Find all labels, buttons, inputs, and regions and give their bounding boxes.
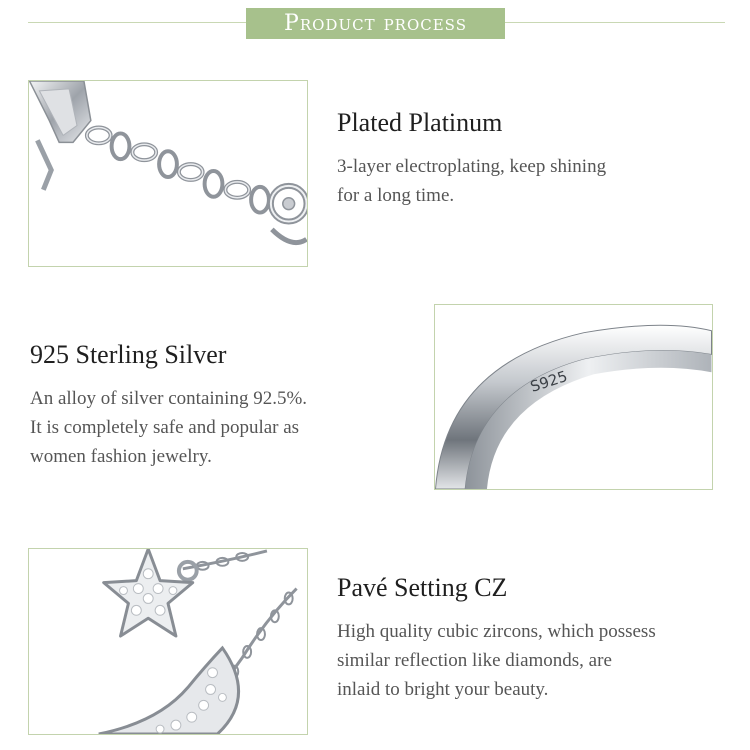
ring-engraving: S925 <box>528 368 570 396</box>
ring-illustration <box>435 305 712 489</box>
header-rule-right <box>505 22 725 23</box>
pave-setting-description: High quality cubic zircons, which possess similar reflection like diamonds, are inlaid to bright your beauty. <box>337 621 656 700</box>
section-header-label: Product process <box>284 11 467 36</box>
header-rule-left <box>28 22 246 23</box>
chain-closeup-photo <box>28 80 308 267</box>
section-header <box>246 8 505 39</box>
chain-illustration <box>29 81 307 266</box>
plated-platinum-title: Plated Platinum <box>337 108 503 137</box>
plated-platinum-description: 3-layer electroplating, keep shining for a long time. <box>337 156 607 206</box>
ring-band-photo <box>434 304 713 490</box>
sterling-silver-description: An alloy of silver containing 92.5%. It is completely safe and popular as women fashion jewelry. <box>30 388 308 467</box>
pave-setting-title: Pavé Setting CZ <box>337 573 508 602</box>
pendant-illustration <box>29 549 307 734</box>
star-moon-pendant-photo <box>28 548 308 735</box>
sterling-silver-title: 925 Sterling Silver <box>30 340 227 369</box>
